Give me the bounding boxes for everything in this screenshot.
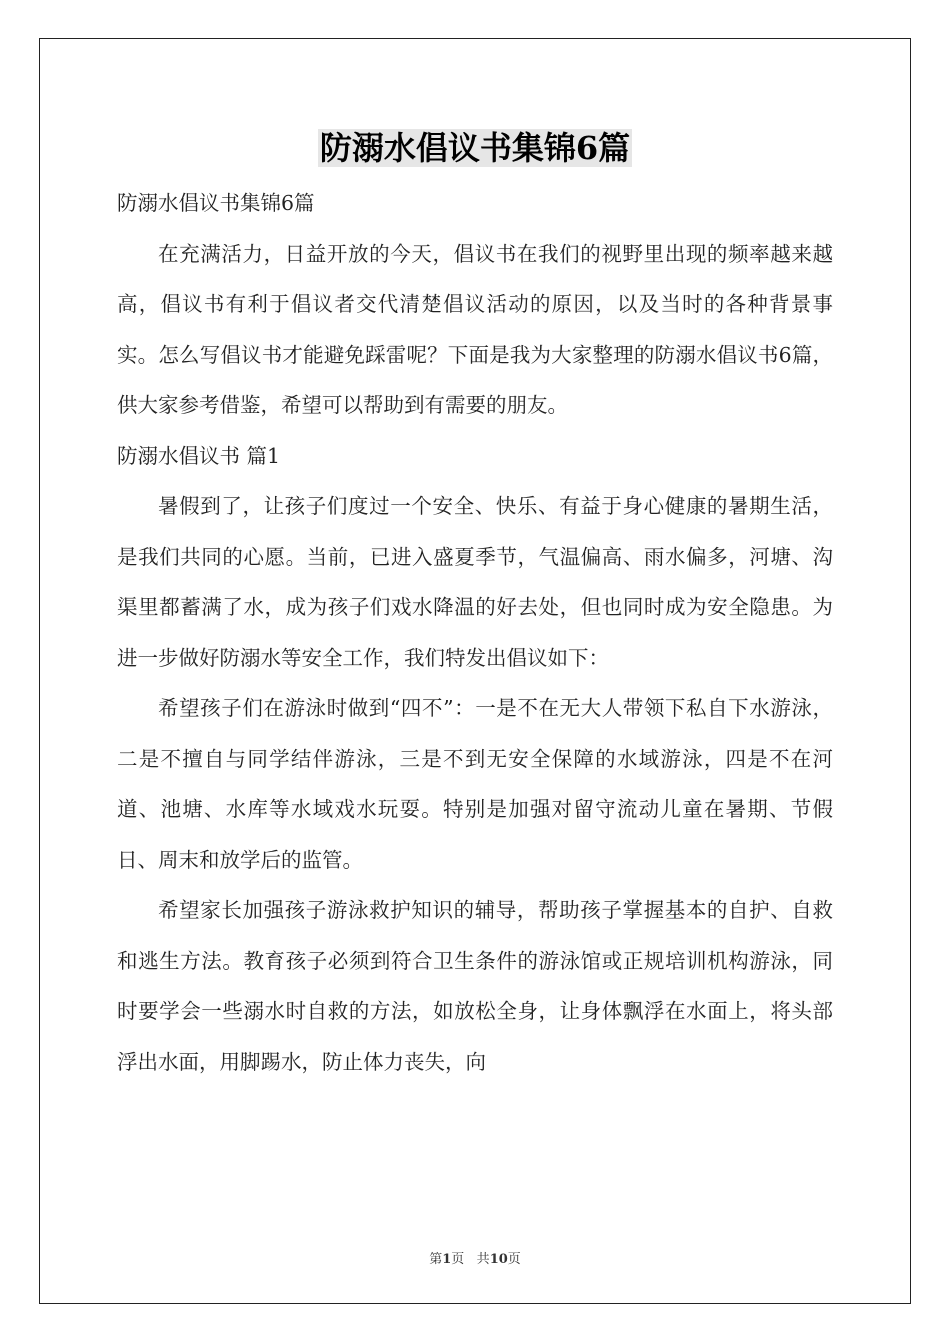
page-unit: 页 <box>451 1252 465 1267</box>
paragraph: 暑假到了，让孩子们度过一个安全、快乐、有益于身心健康的暑期生活，是我们共同的心愿。当前，已进入盛夏季节，气温偏高、雨水偏多，河塘、沟渠里都蓄满了水，成为孩子们戏水降温的好去处，但也同时成为安全隐患。为进一步做好防溺水等安全工作，我们特发出倡议如下： <box>117 494 833 670</box>
paragraph: 希望家长加强孩子游泳救护知识的辅导，帮助孩子掌握基本的自护、自救和逃生方法。教育孩子必须到符合卫生条件的游泳馆或正规培训机构游泳，同时要学会一些溺水时自救的方法，如放松全身，让身体飘浮在水面上，将头部浮出水面，用脚踢水，防止体力丧失，向 <box>117 898 833 1074</box>
section-heading: 防溺水倡议书 篇1 <box>117 443 281 468</box>
paragraph: 希望孩子们在游泳时做到“四不”：一是不在无大人带领下私自下水游泳，二是不擅自与同学结伴游泳，三是不到无安全保障的水域游泳，四是不在河道、池塘、水库等水域戏水玩耍。特别是加强对留守流动儿童在暑期、节假日、周末和放学后的监管。 <box>117 696 833 872</box>
page-footer <box>0 1248 950 1267</box>
document-title-text: 防溺水倡议书集锦6篇 <box>319 129 631 167</box>
page-total: 10 <box>489 1252 508 1267</box>
document-title <box>0 128 950 168</box>
page-prefix: 第 <box>429 1252 443 1267</box>
paragraph-intro: 在充满活力，日益开放的今天，倡议书在我们的视野里出现的频率越来越高，倡议书有利于倡议者交代清楚倡议活动的原因，以及当时的各种背景事实。怎么写倡议书才能避免踩雷呢？下面是我为大家整理的防溺水倡议书6篇，供大家参考借鉴，希望可以帮助到有需要的朋友。 <box>117 241 833 417</box>
page-current: 1 <box>442 1252 452 1267</box>
total-prefix: 共 <box>476 1252 490 1267</box>
document-body <box>117 178 833 1087</box>
total-unit: 页 <box>507 1252 521 1267</box>
paragraph-subtitle: 防溺水倡议书集锦6篇 <box>117 191 315 215</box>
